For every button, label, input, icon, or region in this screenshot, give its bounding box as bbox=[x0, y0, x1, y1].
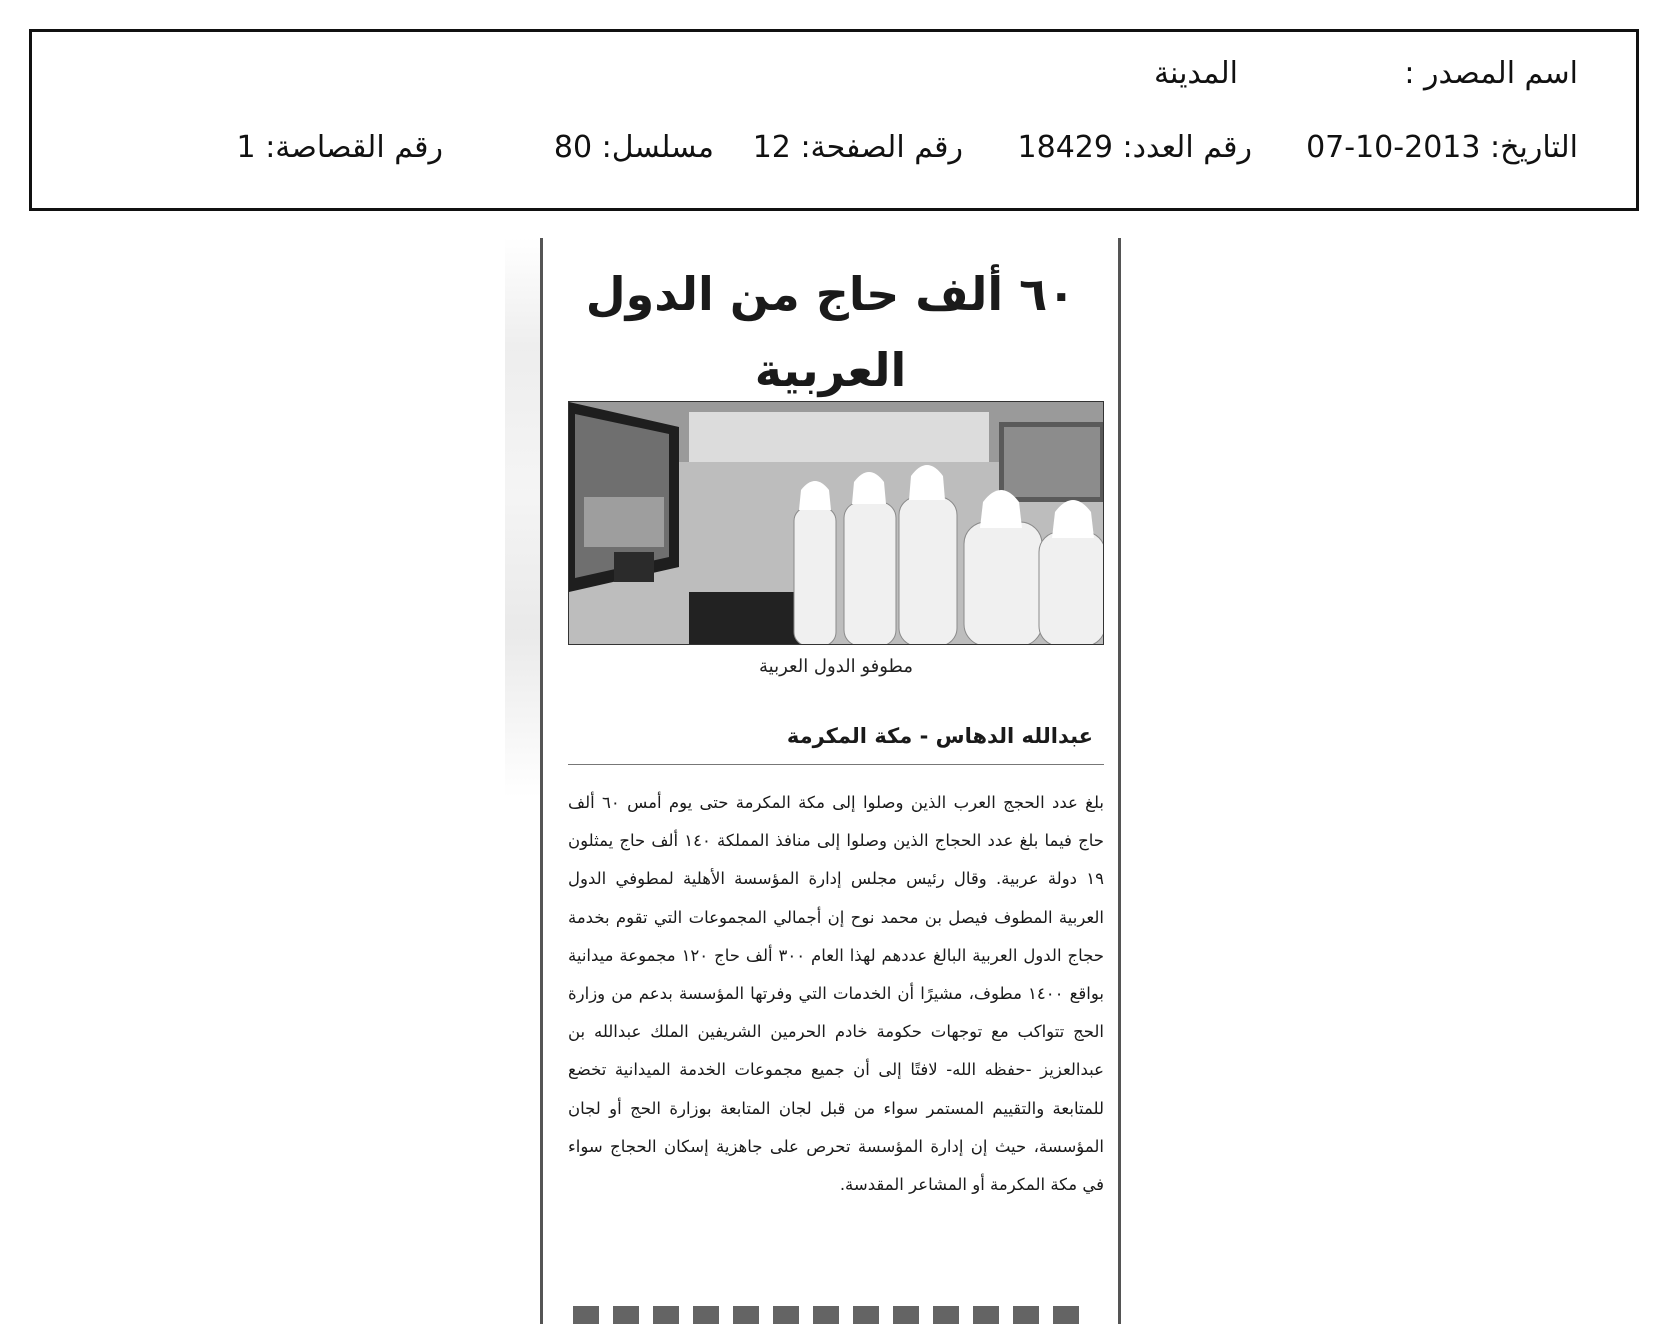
newspaper-clipping bbox=[540, 238, 1121, 1324]
clipping-info-box bbox=[29, 29, 1639, 211]
clip-number-value: 1 bbox=[236, 130, 256, 165]
photo-illustration bbox=[569, 402, 1104, 645]
serial-value: 80 bbox=[553, 130, 593, 165]
metadata-row bbox=[32, 130, 1636, 170]
clip-number-field bbox=[237, 130, 443, 165]
article-byline: عبدالله الدهاس - مكة المكرمة bbox=[786, 724, 1093, 748]
serial-label: مسلسل: bbox=[601, 130, 714, 165]
date-label: التاريخ: bbox=[1490, 130, 1578, 165]
page-field bbox=[753, 130, 963, 165]
clip-number-label: رقم القصاصة: bbox=[265, 130, 443, 165]
article-body: بلغ عدد الحجج العرب الذين وصلوا إلى مكة المكرمة حتى يوم أمس ٦٠ ألف حاج فيما بلغ عدد الحجاج الذين وصلوا إلى منافذ المملكة ١٤٠ ألف حاج يمثلون ١٩ دولة عربية. وقال رئيس مجلس إدارة المؤسسة الأهلية لمطوفي الدول العربية المطوف فيصل بن محمد نوح إن أجمالي المجموعات التي تقوم بخدمة حجاج الدول العربية البالغ عددهم لهذا العام ٣٠٠ ألف حاج ١٢٠ مجموعة ميدانية بواقع ١٤٠٠ مطوف، مشيرًا أن الخدمات التي وفرتها المؤسسة بدعم من وزارة الحج تتواكب مع توجهات حكومة خادم الحرمين الشريفين الملك عبدالله بن عبدالعزيز -حفظه الله- لافتًا إلى أن جميع مجموعات الخدمة الميدانية تخضع للمتابعة والتقييم المستمر سواء من قبل لجان المتابعة بوزارة الحج أو لجان المؤسسة، حيث إن إدارة المؤسسة تحرص على جاهزية إسكان الحجاج سواء في مكة المكرمة أو المشاعر المقدسة. bbox=[568, 793, 1104, 1195]
headline-line-1: ٦٠ ألف حاج من الدول العربية bbox=[585, 267, 1076, 397]
article-photo bbox=[568, 401, 1104, 645]
date-value: 2013-10-07 bbox=[1306, 130, 1481, 165]
next-article-headline-cropped bbox=[573, 1306, 1088, 1324]
source-label: اسم المصدر : bbox=[1404, 56, 1578, 91]
issue-label: رقم العدد: bbox=[1122, 130, 1252, 165]
serial-field bbox=[554, 130, 714, 165]
date-field bbox=[1306, 130, 1578, 165]
source-row bbox=[32, 56, 1636, 96]
byline-divider bbox=[568, 764, 1104, 765]
scan-watermark bbox=[505, 238, 543, 798]
issue-field bbox=[1018, 130, 1252, 165]
page-label: رقم الصفحة: bbox=[800, 130, 963, 165]
source-value: المدينة bbox=[1153, 56, 1238, 91]
photo-caption: مطوفو الدول العربية bbox=[759, 656, 913, 677]
issue-value: 18429 bbox=[1017, 130, 1113, 165]
page-value: 12 bbox=[752, 130, 791, 165]
